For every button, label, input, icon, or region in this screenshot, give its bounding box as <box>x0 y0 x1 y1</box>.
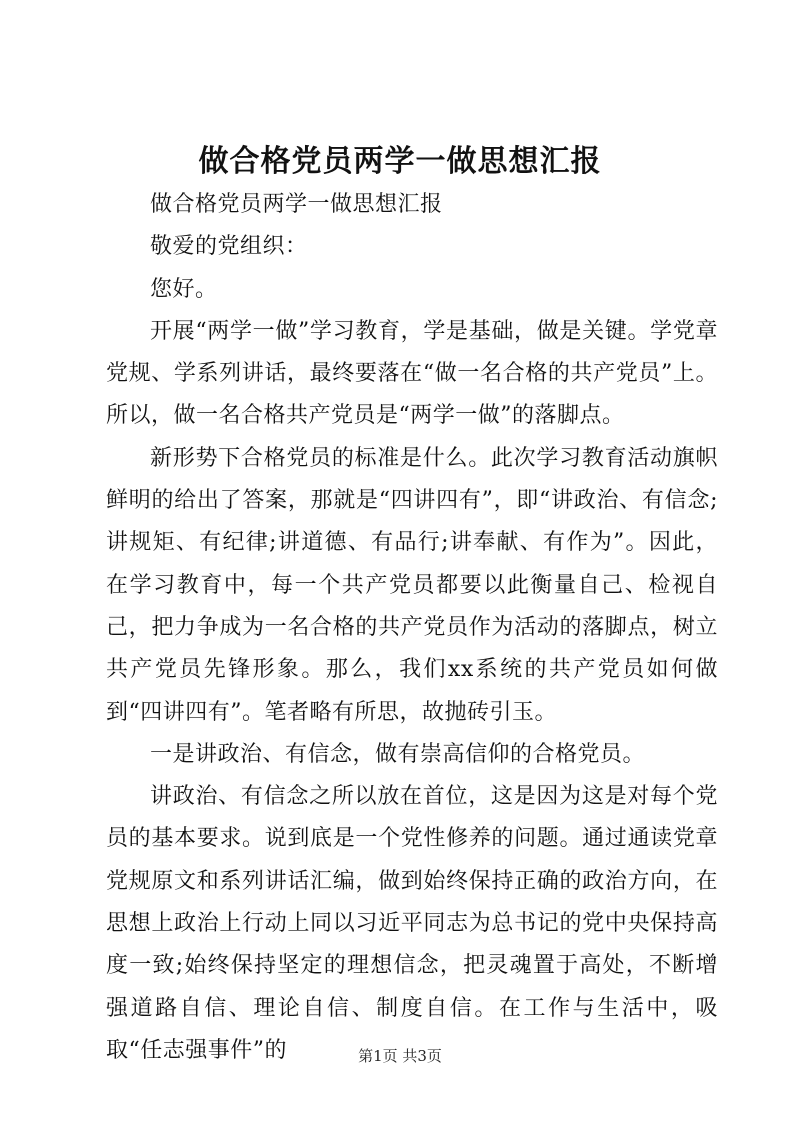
paragraph-politics: 讲政治、有信念之所以放在首位，这是因为这是对每个党员的基本要求。说到底是一个党性修养的问题。通过通读党章党规原文和系列讲话汇编，做到始终保持正确的政治方向，在思想上政治上行动上同以习近平同志为总书记的党中央保持高度一致;始终保持坚定的理想信念，把灵魂置于高处，不断增强道路自信、理论自信、制度自信。在工作与生活中，吸取“任志强事件”的 <box>106 784 718 1063</box>
document-body <box>106 184 718 1072</box>
paragraph-salutation: 敬爱的党组织： <box>150 234 308 260</box>
paragraph-subtitle: 做合格党员两学一做思想汇报 <box>150 192 443 217</box>
page-number-footer: 第1页 共3页 <box>358 1047 442 1065</box>
paragraph-standard: 新形势下合格党员的标准是什么。此次学习教育活动旗帜鲜明的给出了答案，那就是“四讲四有”，即“讲政治、有信念;讲规矩、有纪律;讲道德、有品行;讲奉献、有作为”。因此，在学习教育中，每一个共产党员都要以此衡量自己、检视自己，把力争成为一名合格的共产党员作为活动的落脚点，树立共产党员先锋形象。那么，我们xx系统的共产党员如何做到“四讲四有”。笔者略有所思，故抛砖引玉。 <box>106 445 718 725</box>
paragraph-greeting: 您好。 <box>150 276 218 302</box>
document-title: 做合格党员两学一做思想汇报 <box>198 144 602 179</box>
paragraph-point-one: 一是讲政治、有信念，做有崇高信仰的合格党员。 <box>150 741 646 767</box>
paragraph-intro: 开展“两学一做”学习教育，学是基础，做是关键。学党章党规、学系列讲话，最终要落在“做一名合格的共产党员”上。所以，做一名合格共产党员是“两学一做”的落脚点。 <box>106 318 718 429</box>
